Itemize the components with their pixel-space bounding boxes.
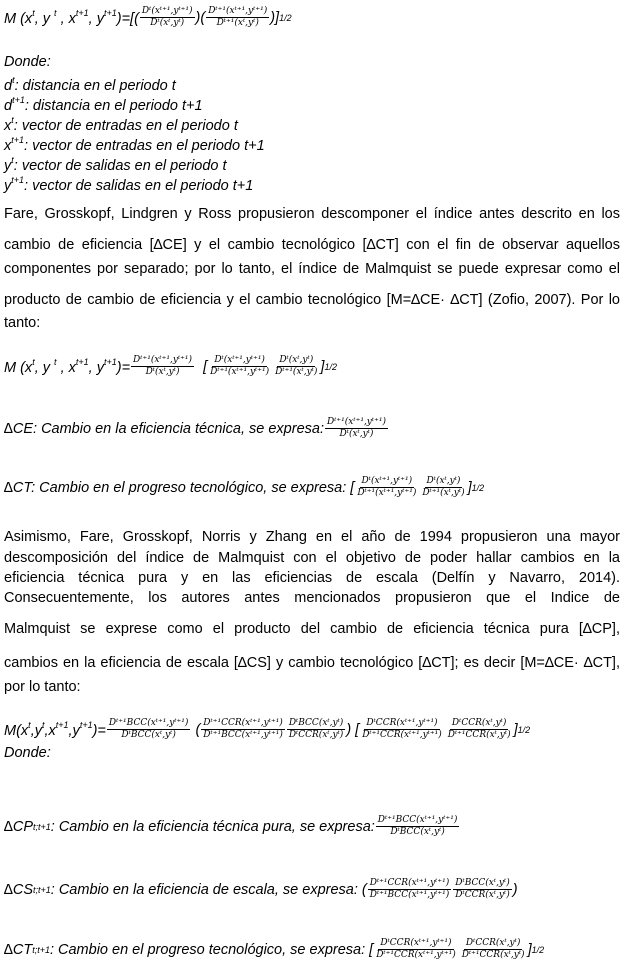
malmquist-equation-3: $M(x^t,y^t,x^{t+1},y^{t+1})=$ $\frac{\text{Dᵗ⁺¹BCC(xᵗ⁺¹,yᵗ⁺¹)}}{\text{DᵗBCC(xᵗ,yᵗ)}}$ ( $\frac{\text{Dᵗ⁺¹CCR(xᵗ⁺¹,yᵗ⁺¹)}}{\text{Dᵗ⁺¹BCC(xᵗ⁺¹,yᵗ⁺¹)}}$ $\frac{\text{DᵗBCC(xᵗ,yᵗ)}}{\text{DᵗCCR(xᵗ,yᵗ)}}$ ) [ $\frac{\text{DᵗCCR(xᵗ⁺¹,yᵗ⁺¹)}}{\text{Dᵗ⁺¹CCR(xᵗ⁺¹,yᵗ⁺¹)}}$ $\frac{\text{DᵗCCR(xᵗ,yᵗ)}}{\text{Dᵗ⁺¹CCR(xᵗ,yᵗ)}}$ ] 1/2 [4,718,531,740]
donde-symbol: y [4,158,12,174]
cp-definition: ∆CP t;t+1 : Cambio en la eficiencia técnica pura, se expresa: $\frac{\text{Dᵗ⁺¹BCC(xᵗ⁺¹,yᵗ⁺¹)}}{\text{DᵗBCC(xᵗ,yᵗ)}}$ [4,815,458,837]
eq2-fraction-1: $\frac{\text{Dᵗ⁺¹(xᵗ⁺¹,yᵗ⁺¹)}}{\text{Dᵗ(xᵗ,yᵗ)}}$ [133,355,193,377]
donde-superscript: t+1 [11,175,25,185]
para1-line-3: componentes por separado; por lo tanto, el índice de Malmquist se puede expresar como el [4,261,620,277]
ce-definition: ∆CE: Cambio en la eficiencia técnica, se expresa: $\frac{\text{Dᵗ⁺¹(xᵗ⁺¹,yᵗ⁺¹)}}{\text{Dᵗ(xᵗ,yᵗ)}}$ [4,417,386,439]
donde-description: : vector de salidas en el periodo t+1 [24,178,254,194]
para1-line-2: cambio de eficiencia [∆CE] y el cambio tecnológico [∆CT] con el fin de observar aquellos [4,237,620,253]
ct-definition: ∆CT: Cambio en el progreso tecnológico, se expresa: [ $\frac{\text{Dᵗ(xᵗ⁺¹,yᵗ⁺¹)}}{\text{Dᵗ⁺¹(xᵗ⁺¹,yᵗ⁺¹)}}$ $\frac{\text{Dᵗ(xᵗ,yᵗ)}}{\text{Dᵗ⁺¹(xᵗ,yᵗ)}}$ ] 1/2 [4,476,485,498]
cs-fraction-1: $\frac{\text{Dᵗ⁺¹CCR(xᵗ⁺¹,yᵗ⁺¹)}}{\text{Dᵗ⁺¹BCC(xᵗ⁺¹,yᵗ⁺¹)}}$ [369,878,450,900]
malmquist-equation-1: M ($x^t$, y $^t$ , $x^{t+1}$, $y^{t+1})=$[( $\frac{\text{Dᵗ(xᵗ⁺¹,yᵗ⁺¹)}}{\text{Dᵗ(xᵗ,yᵗ)}}$ )( $\frac{\text{Dᵗ⁺¹(xᵗ⁺¹,yᵗ⁺¹)}}{\text{Dᵗ⁺¹(xᵗ,yᵗ)}}$ )] 1/2 [4,6,292,28]
donde-item [4,155,227,174]
donde-superscript: t+1 [12,95,25,105]
para2-line-4: Consecuentemente, los autores antes mencionados propusieron que el Indice de [4,590,620,606]
eq3-fraction-1: $\frac{\text{Dᵗ⁺¹BCC(xᵗ⁺¹,yᵗ⁺¹)}}{\text{DᵗBCC(xᵗ,yᵗ)}}$ [108,718,189,740]
para2-line-3: eficiencia técnica pura y en las eficiencias de escala (Delfín y Navarro, 2014). [4,570,620,586]
para1-line-5: tanto: [4,315,41,331]
donde-item [4,75,176,94]
para1-line-4: producto de cambio de eficiencia y el cambio tecnológico [M=∆CE· ∆CT] (Zofio, 2007). Por lo [4,292,620,308]
donde-superscript: t [11,115,14,125]
donde-superscript: t [11,155,14,165]
cp-fraction: $\frac{\text{Dᵗ⁺¹BCC(xᵗ⁺¹,yᵗ⁺¹)}}{\text{DᵗBCC(xᵗ,yᵗ)}}$ [377,815,458,837]
donde-superscript: t+1 [11,135,25,145]
para1-line-1: Fare, Grosskopf, Lindgren y Ross propusieron descomponer el índice antes descrito en los [4,206,620,222]
ct2-definition: ∆CT t;t+1 : Cambio en el progreso tecnológico, se expresa: [ $\frac{\text{DᵗCCR(xᵗ⁺¹,yᵗ⁺¹)}}{\text{Dᵗ⁺¹CCR(xᵗ⁺¹,yᵗ⁺¹)}}$ $\frac{\text{DᵗCCR(xᵗ,yᵗ)}}{\text{Dᵗ⁺¹CCR(xᵗ,yᵗ)}}$ ] 1/2 [4,938,545,960]
ct-fraction-1: $\frac{\text{Dᵗ(xᵗ⁺¹,yᵗ⁺¹)}}{\text{Dᵗ⁺¹(xᵗ⁺¹,yᵗ⁺¹)}}$ [357,476,417,498]
eq2-fraction-3: $\frac{\text{Dᵗ(xᵗ,yᵗ)}}{\text{Dᵗ⁺¹(xᵗ,yᵗ)}}$ [275,355,318,377]
eq1-fraction-2: $\frac{\text{Dᵗ⁺¹(xᵗ⁺¹,yᵗ⁺¹)}}{\text{Dᵗ⁺¹(xᵗ,yᵗ)}}$ [208,6,268,28]
donde-description: : vector de entradas en el periodo t+1 [24,138,265,154]
donde-item [4,95,203,114]
para2-line-2: descomposición del índice de Malmquist con el objetivo de poder hallar cambios en la [4,550,620,566]
donde-description: : vector de entradas en el periodo t [13,118,238,134]
donde-item [4,135,265,154]
para2-line-1: Asimismo, Fare, Grosskopf, Norris y Zhang en el año de 1994 propusieron una mayor [4,529,620,545]
donde-description: : distancia en el periodo t [14,78,176,94]
eq1-lhs: M ($x^t$, y $^t$ , $x^{t+1}$, $y^{t+1})=$[( [4,8,139,27]
eq3-fraction-5: $\frac{\text{DᵗCCR(xᵗ,yᵗ)}}{\text{Dᵗ⁺¹CCR(xᵗ,yᵗ)}}$ [447,718,511,740]
donde-symbol: y [4,178,12,194]
donde-symbol: x [4,138,12,154]
cs-definition: ∆CS t;t+1 : Cambio en la eficiencia de escala, se expresa: ( $\frac{\text{Dᵗ⁺¹CCR(xᵗ⁺¹,yᵗ⁺¹)}}{\text{Dᵗ⁺¹BCC(xᵗ⁺¹,yᵗ⁺¹)}}$ $\frac{\text{DᵗBCC(xᵗ,yᵗ)}}{\text{DᵗCCR(xᵗ,yᵗ)}}$ ) [4,878,518,900]
eq3-fraction-3: $\frac{\text{DᵗBCC(xᵗ,yᵗ)}}{\text{DᵗCCR(xᵗ,yᵗ)}}$ [288,718,344,740]
donde-symbol: d [4,98,13,114]
donde-superscript: t [12,75,15,85]
eq2-fraction-2: $\frac{\text{Dᵗ(xᵗ⁺¹,yᵗ⁺¹)}}{\text{Dᵗ⁺¹(xᵗ⁺¹,yᵗ⁺¹)}}$ [210,355,270,377]
para2-line-7: por lo tanto: [4,679,81,695]
para2-line-5: Malmquist se exprese como el producto del cambio de eficiencia técnica pura [∆CP], [4,621,620,637]
para2-line-6: cambios en la eficiencia de escala [∆CS] y cambio tecnológico [∆CT]; es decir [M=∆CE· ∆CT], [4,655,620,671]
donde-heading-1: Donde: [4,54,51,70]
donde-description: : vector de salidas en el periodo t [13,158,227,174]
eq3-fraction-2: $\frac{\text{Dᵗ⁺¹CCR(xᵗ⁺¹,yᵗ⁺¹)}}{\text{Dᵗ⁺¹BCC(xᵗ⁺¹,yᵗ⁺¹)}}$ [203,718,283,740]
eq3-fraction-4: $\frac{\text{DᵗCCR(xᵗ⁺¹,yᵗ⁺¹)}}{\text{Dᵗ⁺¹CCR(xᵗ⁺¹,yᵗ⁺¹)}}$ [362,718,442,740]
donde-item [4,115,238,134]
malmquist-equation-2: M ($x^t$, y $^t$ , $x^{t+1}$, $y^{t+1})=$ $\frac{\text{Dᵗ⁺¹(xᵗ⁺¹,yᵗ⁺¹)}}{\text{Dᵗ(xᵗ,yᵗ)}}$ [ $\frac{\text{Dᵗ(xᵗ⁺¹,yᵗ⁺¹)}}{\text{Dᵗ⁺¹(xᵗ⁺¹,yᵗ⁺¹)}}$ $\frac{\text{Dᵗ(xᵗ,yᵗ)}}{\text{Dᵗ⁺¹(xᵗ,yᵗ)}}$ ] 1/2 [4,355,337,377]
ct2-fraction-2: $\frac{\text{DᵗCCR(xᵗ,yᵗ)}}{\text{Dᵗ⁺¹CCR(xᵗ,yᵗ)}}$ [461,938,525,960]
donde-item [4,175,253,194]
ce-fraction: $\frac{\text{Dᵗ⁺¹(xᵗ⁺¹,yᵗ⁺¹)}}{\text{Dᵗ(xᵗ,yᵗ)}}$ [326,417,386,439]
donde-heading-2: Donde: [4,745,51,761]
donde-description: : distancia en el periodo t+1 [24,98,203,114]
cs-fraction-2: $\frac{\text{DᵗBCC(xᵗ,yᵗ)}}{\text{DᵗCCR(xᵗ,yᵗ)}}$ [455,878,510,900]
donde-symbol: x [4,118,12,134]
eq1-fraction-1: $\frac{\text{Dᵗ(xᵗ⁺¹,yᵗ⁺¹)}}{\text{Dᵗ(xᵗ,yᵗ)}}$ [141,6,193,28]
ct2-fraction-1: $\frac{\text{DᵗCCR(xᵗ⁺¹,yᵗ⁺¹)}}{\text{Dᵗ⁺¹CCR(xᵗ⁺¹,yᵗ⁺¹)}}$ [376,938,456,960]
ct-fraction-2: $\frac{\text{Dᵗ(xᵗ,yᵗ)}}{\text{Dᵗ⁺¹(xᵗ,yᵗ)}}$ [422,476,465,498]
donde-symbol: d [4,78,13,94]
